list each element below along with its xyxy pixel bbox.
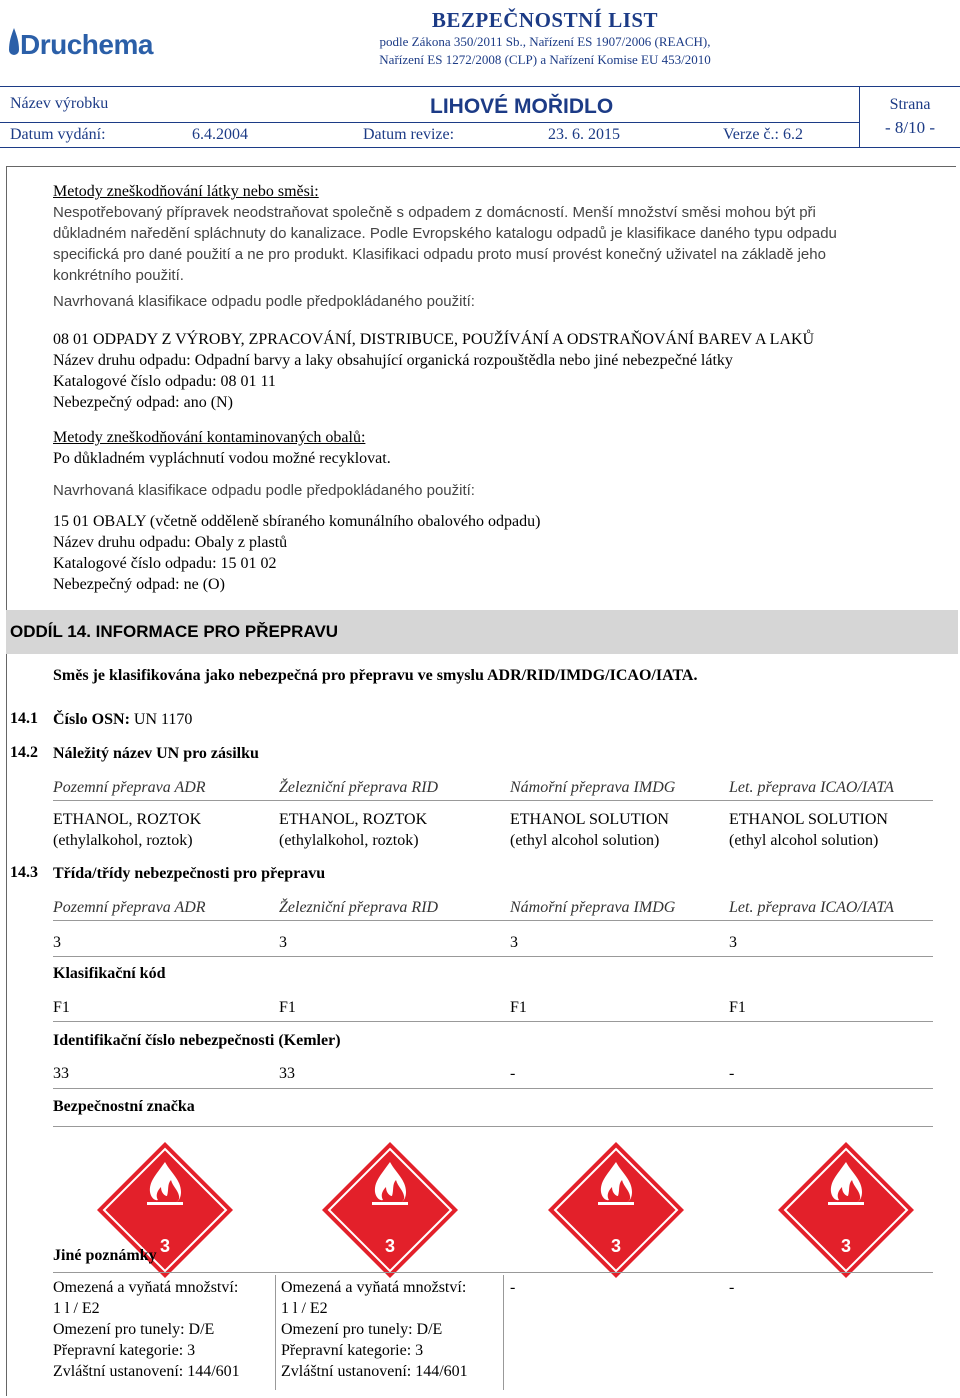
mode-imdg-2: Námořní přeprava IMDG: [510, 899, 676, 916]
company-logo: [8, 26, 153, 64]
classification-code-iata: F1: [729, 999, 746, 1016]
un-number-row: [53, 710, 192, 731]
waste-group-1: 08 01 ODPADY Z VÝROBY, ZPRACOVÁNÍ, DISTRIBUCE, POUŽÍVÁNÍ A ODSTRAŇOVÁNÍ BAREV A LAKŮ: [53, 331, 815, 348]
section-14-2-number: 14.2: [10, 744, 38, 761]
row-separator-3: [53, 1088, 933, 1089]
mode-separator: [53, 800, 933, 801]
mode-iata: Let. přeprava ICAO/IATA: [729, 779, 894, 796]
shipping-name-label: Náležitý název UN pro zásilku: [53, 745, 259, 762]
section-14-3-number: 14.3: [10, 864, 38, 881]
hazard-class-imdg: 3: [510, 934, 518, 951]
un-number-label: Číslo OSN:: [53, 711, 130, 728]
other-notes-imdg: -: [510, 1279, 516, 1296]
shipping-name-imdg-l1: ETHANOL SOLUTION: [510, 811, 669, 828]
adr-special-provisions: Zvláštní ustanovení: 144/601: [53, 1363, 240, 1380]
mode-rid-2: Železniční přeprava RID: [279, 899, 439, 916]
shipping-name-adr-l1: ETHANOL, ROZTOK: [53, 811, 202, 828]
document-title-block: [330, 8, 760, 69]
placard-class-number: 3: [159, 1236, 171, 1256]
disposal-line-2: důkladném naředění spláchnuty do kanalizace. Podle Evropského katalogu odpadů je klasifikace daného typu odpadu: [53, 225, 837, 242]
classification-code-label: Klasifikační kód: [53, 965, 166, 982]
revision-date-label: Datum revize:: [363, 126, 455, 143]
mode-rid: Železniční přeprava RID: [279, 779, 439, 796]
classification-code-imdg: F1: [510, 999, 527, 1016]
page-box-divider: [859, 86, 860, 147]
page-label: Strana: [889, 96, 931, 113]
kemler-imdg: -: [510, 1065, 516, 1082]
version-label: Verze č.: 6.2: [723, 126, 803, 143]
hazard-class-rid: 3: [279, 934, 287, 951]
placard-class-number: 3: [610, 1236, 622, 1256]
hazard-class-label: Třída/třídy nebezpečnosti pro přepravu: [53, 865, 326, 882]
shipping-name-adr-l2: (ethylalkohol, roztok): [53, 832, 193, 849]
waste-group-2: 15 01 OBALY (včetně odděleně sbíraného komunálního obalového odpadu): [53, 513, 541, 530]
document-header: [0, 0, 960, 150]
other-notes-iata: -: [729, 1279, 735, 1296]
adr-transport-category: Přepravní kategorie: 3: [53, 1342, 196, 1359]
waste-type-1: Název druhu odpadu: Odpadní barvy a laky obsahující organická rozpouštědla nebo jiné nebezpečné látky: [53, 352, 733, 369]
document-title: BEZPEČNOSTNÍ LIST: [431, 8, 659, 32]
row-separator-4: [53, 1126, 933, 1127]
kemler-label: Identifikační číslo nebezpečnosti (Kemler): [53, 1032, 341, 1049]
mode-adr-2: Pozemní přeprava ADR: [53, 899, 206, 916]
waste-hazard-1: Nebezpečný odpad: ano (N): [53, 394, 233, 411]
mode-imdg: Námořní přeprava IMDG: [510, 779, 676, 796]
legal-reference-2: Nařízení ES 1272/2008 (CLP) a Nařízení Komise EU 453/2010: [379, 52, 711, 67]
header-row-divider: [0, 122, 860, 123]
safety-sign-label: Bezpečnostní značka: [53, 1098, 195, 1115]
section-14-1-number: 14.1: [10, 710, 38, 727]
waste-hazard-2: Nebezpečný odpad: ne (O): [53, 576, 225, 593]
hazard-class-iata: 3: [729, 934, 737, 951]
disposal-heading: Metody zneškodňování látky nebo směsi:: [53, 183, 319, 200]
classification-code-rid: F1: [279, 999, 296, 1016]
shipping-name-rid-l1: ETHANOL, ROZTOK: [279, 811, 428, 828]
rid-limited-quantities: 1 l / E2: [281, 1300, 328, 1317]
other-notes-rid: [281, 1277, 468, 1382]
row-separator-1: [53, 956, 933, 957]
legal-reference-1: podle Zákona 350/2011 Sb., Nařízení ES 1907/2006 (REACH),: [379, 34, 711, 49]
row-separator-2: [53, 1021, 933, 1022]
packaging-text: Po důkladném vypláchnutí vodou možné recyklovat.: [53, 450, 391, 467]
flammable-placard-imdg: [546, 1140, 686, 1280]
adr-limited-quantities-label: Omezená a vyňatá množství:: [53, 1279, 239, 1296]
hazard-class-adr: 3: [53, 934, 61, 951]
waste-code-1: Katalogové číslo odpadu: 08 01 11: [53, 373, 276, 390]
logo-text: Druchema: [20, 29, 153, 60]
header-divider: [0, 86, 960, 87]
waste-type-2: Název druhu odpadu: Obaly z plastů: [53, 534, 288, 551]
waste-code-2: Katalogové číslo odpadu: 15 01 02: [53, 555, 277, 572]
revision-date: 23. 6. 2015: [548, 126, 620, 143]
disposal-line-4: konkrétního použití.: [53, 267, 184, 284]
shipping-name-iata-l2: (ethyl alcohol solution): [729, 832, 879, 849]
product-label: Název výrobku: [10, 95, 109, 112]
rid-tunnel-restriction: Omezení pro tunely: D/E: [281, 1321, 443, 1338]
packaging-heading: Metody zneškodňování kontaminovaných obalů:: [53, 429, 366, 446]
page-number: - 8/10 -: [884, 118, 936, 137]
shipping-name-rid-l2: (ethylalkohol, roztok): [279, 832, 419, 849]
disposal-line-3: specifická pro dané použití a ne pro produkt. Klasifikaci odpadu proto musí provést konečný uživatel na základě jeho: [53, 246, 826, 263]
adr-limited-quantities: 1 l / E2: [53, 1300, 100, 1317]
product-name: LIHOVÉ MOŘIDLO: [430, 95, 614, 118]
issue-date: 6.4.2004: [192, 126, 248, 143]
flammable-liquid-icon: [546, 1140, 686, 1280]
mode-adr: Pozemní přeprava ADR: [53, 779, 206, 796]
placard-class-number: 3: [840, 1236, 852, 1256]
transport-classification-note: Směs je klasifikována jako nebezpečná pro přepravu ve smyslu ADR/RID/IMDG/ICAO/IATA.: [53, 667, 698, 684]
rid-limited-quantities-label: Omezená a vyňatá množství:: [281, 1279, 467, 1296]
row-separator-5: [53, 1272, 933, 1273]
notes-divider-1: [275, 1275, 276, 1390]
logo-drop-icon: [8, 26, 20, 64]
shipping-name-imdg: [510, 809, 669, 851]
rid-special-provisions: Zvláštní ustanovení: 144/601: [281, 1363, 468, 1380]
flammable-placard-rid: [320, 1140, 460, 1280]
flammable-liquid-icon: [776, 1140, 916, 1280]
section-14-title: ODDÍL 14. INFORMACE PRO PŘEPRAVU: [10, 622, 339, 641]
shipping-name-imdg-l2: (ethyl alcohol solution): [510, 832, 660, 849]
mode-iata-2: Let. přeprava ICAO/IATA: [729, 899, 894, 916]
adr-tunnel-restriction: Omezení pro tunely: D/E: [53, 1321, 215, 1338]
proposed-classification-1: Navrhovaná klasifikace odpadu podle předpokládaného použití:: [53, 293, 475, 310]
disposal-line-1: Nespotřebovaný přípravek neodstraňovat společně s odpadem z domácností. Menší množství směsi mohou být při: [53, 204, 816, 221]
kemler-iata: -: [729, 1065, 735, 1082]
section-14-header: [6, 610, 958, 654]
header-bottom-divider: [0, 147, 960, 148]
shipping-name-iata-l1: ETHANOL SOLUTION: [729, 811, 888, 828]
shipping-name-rid: [279, 809, 427, 851]
issue-date-label: Datum vydání:: [10, 126, 106, 143]
other-notes-adr: [53, 1277, 240, 1382]
shipping-name-iata: [729, 809, 888, 851]
classification-code-adr: F1: [53, 999, 70, 1016]
kemler-rid: 33: [279, 1065, 295, 1082]
un-number-value: UN 1170: [133, 711, 193, 728]
notes-divider-2: [503, 1275, 504, 1390]
mode-separator-2: [53, 920, 933, 921]
proposed-classification-2: Navrhovaná klasifikace odpadu podle předpokládaného použití:: [53, 482, 475, 499]
rid-transport-category: Přepravní kategorie: 3: [281, 1342, 424, 1359]
other-notes-label: Jiné poznámky: [53, 1247, 157, 1264]
shipping-name-adr: [53, 809, 201, 851]
flammable-placard-iata: [776, 1140, 916, 1280]
placard-class-number: 3: [384, 1236, 396, 1256]
flammable-liquid-icon: [320, 1140, 460, 1280]
kemler-adr: 33: [53, 1065, 69, 1082]
